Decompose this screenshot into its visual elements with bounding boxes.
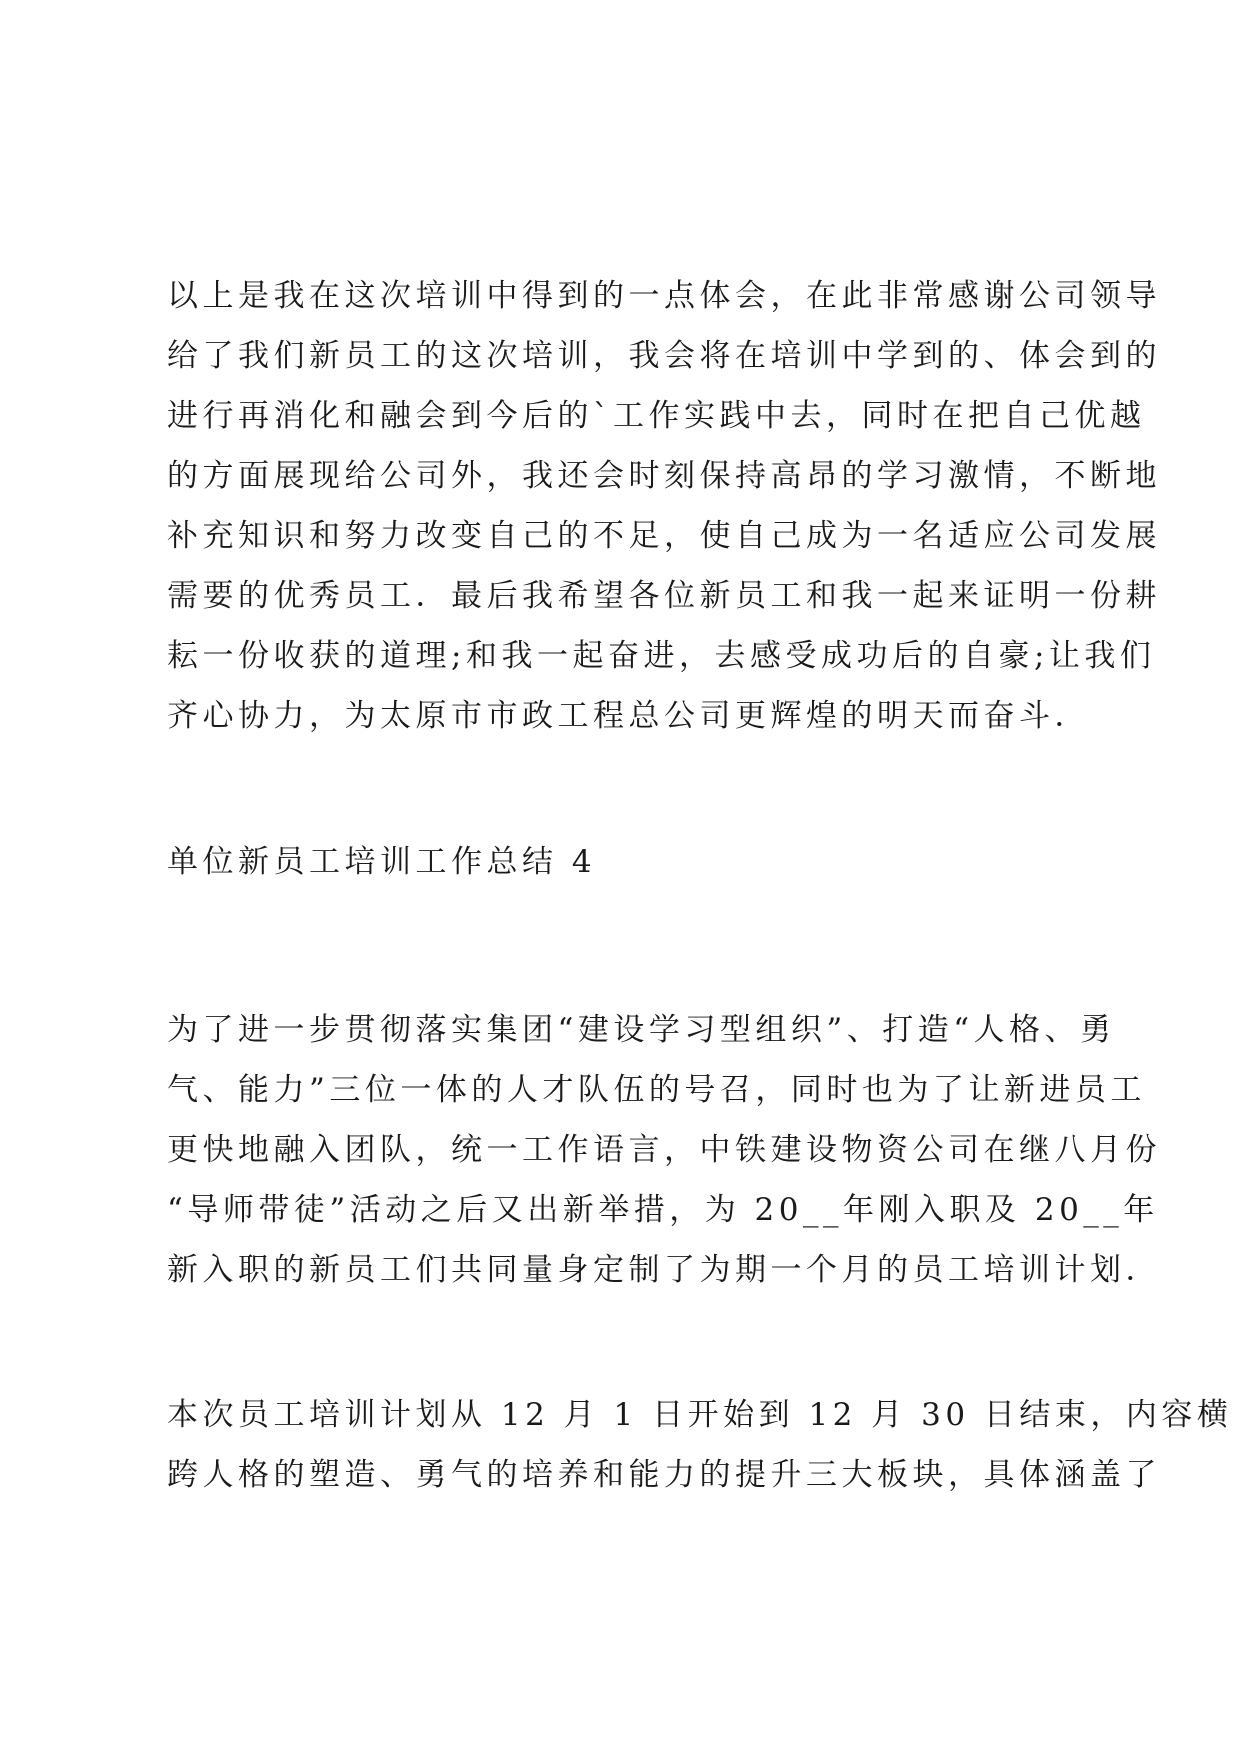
paragraph-line: 补充知识和努力改变自己的不足，使自己成为一名适应公司发展 bbox=[167, 518, 1161, 554]
section-heading bbox=[167, 832, 1092, 892]
paragraph-line: 气、能力”三位一体的人才队伍的号召，同时也为了让新进员工 bbox=[167, 1072, 1146, 1108]
paragraph-line: “导师带徒”活动之后又出新举措，为 20__年刚入职及 20__年 bbox=[167, 1192, 1159, 1228]
paragraph-training-plan bbox=[167, 1385, 1233, 1505]
section-heading-text: 单位新员工培训工作总结 4 bbox=[167, 844, 597, 880]
paragraph-closing-remarks bbox=[167, 266, 1161, 746]
paragraph-training-intro bbox=[167, 1000, 1161, 1300]
paragraph-line: 更快地融入团队，统一工作语言，中铁建设物资公司在继八月份 bbox=[167, 1132, 1161, 1168]
paragraph-line: 需要的优秀员工．最后我希望各位新员工和我一起来证明一份耕 bbox=[167, 578, 1161, 614]
paragraph-line: 以上是我在这次培训中得到的一点体会，在此非常感谢公司领导 bbox=[167, 278, 1161, 314]
paragraph-line: 跨人格的塑造、勇气的培养和能力的提升三大板块，具体涵盖了 bbox=[167, 1457, 1161, 1493]
paragraph-line: 给了我们新员工的这次培训，我会将在培训中学到的、体会到的 bbox=[167, 338, 1161, 374]
paragraph-line: 进行再消化和融会到今后的`工作实践中去，同时在把自己优越 bbox=[167, 398, 1146, 434]
paragraph-line: 新入职的新员工们共同量身定制了为期一个月的员工培训计划． bbox=[167, 1252, 1161, 1288]
paragraph-line: 本次员工培训计划从 12 月 1 日开始到 12 月 30 日结束，内容横 bbox=[167, 1397, 1233, 1433]
paragraph-line: 齐心协力，为太原市市政工程总公司更辉煌的明天而奋斗． bbox=[167, 698, 1090, 734]
paragraph-line: 耘一份收获的道理;和我一起奋进，去感受成功后的自豪;让我们 bbox=[167, 638, 1156, 674]
paragraph-line: 的方面展现给公司外，我还会时刻保持高昂的学习激情，不断地 bbox=[167, 458, 1161, 494]
paragraph-line: 为了进一步贯彻落实集团“建设学习型组织”、打造“人格、勇 bbox=[167, 1012, 1116, 1048]
